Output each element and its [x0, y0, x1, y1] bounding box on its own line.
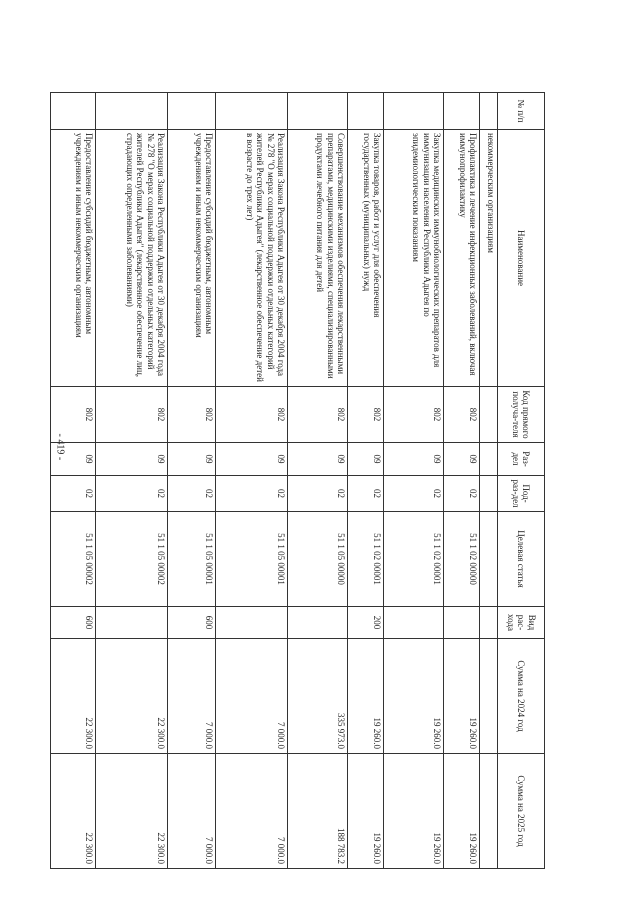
- row-razdel: 09: [216, 443, 288, 476]
- row-sum-2025: [480, 754, 498, 869]
- row-expense-type: [480, 607, 498, 639]
- row-target-article: 51 1 02 00001: [384, 512, 444, 607]
- table-row: [444, 93, 480, 869]
- row-sum-2025: 19 260.0: [444, 754, 480, 869]
- row-razdel: 09: [96, 443, 168, 476]
- row-sum-2024: 19 260.0: [384, 639, 444, 754]
- row-sum-2024: 335 973.0: [288, 639, 348, 754]
- row-number: [384, 93, 444, 130]
- row-podrazdel: 02: [96, 476, 168, 512]
- row-number: [348, 93, 384, 130]
- row-number: [51, 93, 96, 130]
- row-sum-2025: 22 300.0: [51, 754, 96, 869]
- table-row: [288, 93, 348, 869]
- row-recipient-code: 802: [288, 387, 348, 443]
- row-target-article: 51 1 05 00001: [168, 512, 216, 607]
- row-sum-2025: 7 000.0: [216, 754, 288, 869]
- col-header-target: Целевая статья: [498, 512, 545, 607]
- row-razdel: 09: [168, 443, 216, 476]
- row-razdel: 09: [444, 443, 480, 476]
- row-name: Профилактика и лечение инфекционных заболеваний, включая иммунопрофилактику: [444, 130, 480, 387]
- row-expense-type: 200: [348, 607, 384, 639]
- row-name: Закупка товаров, работ и услуг для обеспечения государственных (муниципальных) нужд: [348, 130, 384, 387]
- row-podrazdel: 02: [216, 476, 288, 512]
- row-recipient-code: 802: [51, 387, 96, 443]
- row-expense-type: [444, 607, 480, 639]
- budget-table-container: [73, 92, 545, 868]
- row-name: Реализация Закона Республики Адыгея от 30 декабря 2004 года № 278 "О мерах социальной поддержки отдельных категорий жителей Республики Адыгея" (лекарственное обеспечение лиц, страдающих определенными заболеваниями): [96, 130, 168, 387]
- table-row: [384, 93, 444, 869]
- row-expense-type: [96, 607, 168, 639]
- row-name: Закупка медицинских иммунобиологических препаратов для иммунизации населения Республики Адыгея по эпидемиологическим показаниям: [384, 130, 444, 387]
- col-header-sum-2025: Сумма на 2025 год: [498, 754, 545, 869]
- row-razdel: 09: [384, 443, 444, 476]
- table-row: [96, 93, 168, 869]
- row-recipient-code: 802: [168, 387, 216, 443]
- row-sum-2025: 188 783.2: [288, 754, 348, 869]
- row-podrazdel: 02: [288, 476, 348, 512]
- row-sum-2025: 22 300.0: [96, 754, 168, 869]
- row-expense-type: [216, 607, 288, 639]
- budget-table: [50, 92, 545, 869]
- table-row: [51, 93, 96, 869]
- row-razdel: 09: [348, 443, 384, 476]
- row-razdel: 09: [51, 443, 96, 476]
- row-sum-2024: 7 000.0: [216, 639, 288, 754]
- row-podrazdel: 02: [444, 476, 480, 512]
- row-sum-2025: 7 000.0: [168, 754, 216, 869]
- col-header-razdel: Раз-дел: [498, 443, 545, 476]
- row-name: Совершенствование механизмов обеспечения лекарственными препаратами, медицинскими изделиями, специализированными продуктами лечебного питания для детей: [288, 130, 348, 387]
- row-recipient-code: 802: [216, 387, 288, 443]
- col-header-podrazdel: Под-раз-дел: [498, 476, 545, 512]
- row-podrazdel: 02: [168, 476, 216, 512]
- row-razdel: 09: [288, 443, 348, 476]
- row-podrazdel: 02: [51, 476, 96, 512]
- row-number: [216, 93, 288, 130]
- table-row: [480, 93, 498, 869]
- row-number: [96, 93, 168, 130]
- row-expense-type: 600: [51, 607, 96, 639]
- row-target-article: [480, 512, 498, 607]
- row-podrazdel: 02: [384, 476, 444, 512]
- row-recipient-code: 802: [384, 387, 444, 443]
- row-recipient-code: 802: [444, 387, 480, 443]
- row-target-article: 51 1 02 00001: [348, 512, 384, 607]
- row-recipient-code: 802: [348, 387, 384, 443]
- table-row: [348, 93, 384, 869]
- row-target-article: 51 1 05 00001: [216, 512, 288, 607]
- row-number: [288, 93, 348, 130]
- row-target-article: 51 1 02 00000: [444, 512, 480, 607]
- col-header-number: № п/п: [498, 93, 545, 130]
- page-number: - 419 -: [54, 433, 66, 461]
- col-header-vid: Вид рас-хода: [498, 607, 545, 639]
- row-sum-2024: 7 000.0: [168, 639, 216, 754]
- row-target-article: 51 1 05 00000: [288, 512, 348, 607]
- rotated-page: [73, 92, 545, 868]
- col-header-code: Код прямого получа-теля: [498, 387, 545, 443]
- row-recipient-code: [480, 387, 498, 443]
- row-expense-type: 600: [168, 607, 216, 639]
- col-header-name: Наименование: [498, 130, 545, 387]
- row-name: Предоставление субсидий бюджетным, автономным учреждениям и иным некоммерческим организациям: [51, 130, 96, 387]
- row-number: [444, 93, 480, 130]
- row-sum-2024: 22 300.0: [96, 639, 168, 754]
- row-name: Реализация Закона Республики Адыгея от 30 декабря 2004 года № 278 "О мерах социальной поддержки отдельных категорий жителей Республики Адыгея" (лекарственное обеспечение детей в возрасте до трех лет): [216, 130, 288, 387]
- row-number: [480, 93, 498, 130]
- row-sum-2024: 19 260.0: [348, 639, 384, 754]
- header-row: [498, 93, 545, 869]
- row-target-article: 51 1 05 00002: [96, 512, 168, 607]
- table-row: [216, 93, 288, 869]
- table-row: [168, 93, 216, 869]
- row-podrazdel: [480, 476, 498, 512]
- row-number: [168, 93, 216, 130]
- row-name: Предоставление субсидий бюджетным, автономным учреждениям и иным некоммерческим организациям: [168, 130, 216, 387]
- row-sum-2024: 19 260.0: [444, 639, 480, 754]
- row-sum-2024: 22 300.0: [51, 639, 96, 754]
- row-razdel: [480, 443, 498, 476]
- row-expense-type: [384, 607, 444, 639]
- row-expense-type: [288, 607, 348, 639]
- col-header-sum-2024: Сумма на 2024 год: [498, 639, 545, 754]
- row-target-article: 51 1 05 00002: [51, 512, 96, 607]
- row-sum-2025: 19 260.0: [384, 754, 444, 869]
- row-recipient-code: 802: [96, 387, 168, 443]
- row-podrazdel: 02: [348, 476, 384, 512]
- row-sum-2024: [480, 639, 498, 754]
- row-sum-2025: 19 260.0: [348, 754, 384, 869]
- row-name: некоммерческим организациям: [480, 130, 498, 387]
